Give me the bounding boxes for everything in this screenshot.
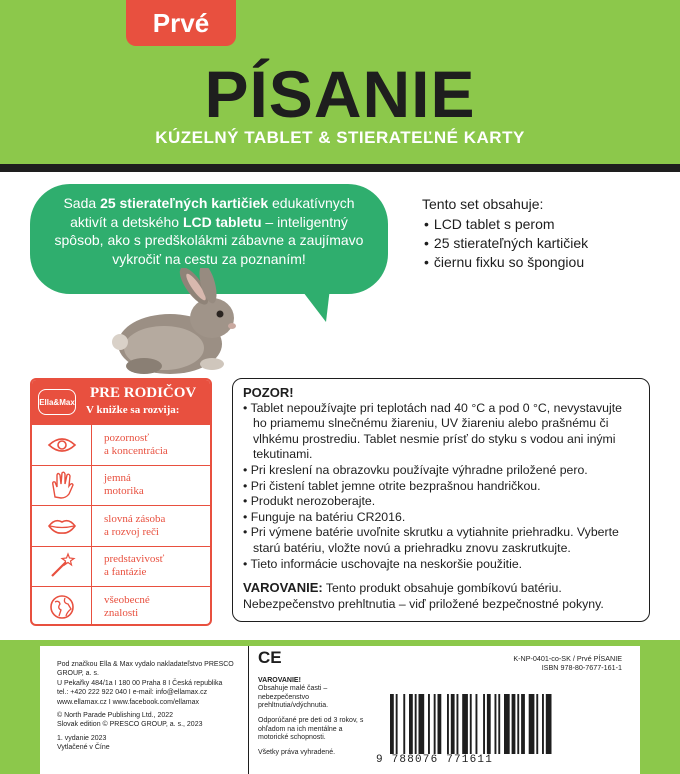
globe-icon (49, 594, 75, 620)
ce-mark: CE (258, 648, 282, 667)
for-parents-header (32, 380, 210, 424)
book-subtitle: KÚZELNÝ TABLET & STIERATEĽNÉ KARTY (155, 128, 525, 147)
product-codes: K-NP-0401-co-SK / Prvé PÍSANIE ISBN 978-80-7677-161-1 (513, 654, 622, 672)
speech-bubble-tail (300, 288, 330, 322)
list-item: • 25 stierateľných kartičiek (424, 234, 588, 253)
list-item: • LCD tablet s perom (424, 215, 588, 234)
barcode-number: 9 788076 771611 (376, 754, 494, 766)
warning-box (232, 378, 650, 622)
warning-title: POZOR! (243, 385, 294, 400)
for-parents-panel (30, 378, 212, 626)
series-badge: Prvé (126, 0, 236, 46)
for-parents-title: PRE RODIČOV (90, 385, 197, 401)
battery-warning: VAROVANIE: Tento produkt obsahuje gombíkovú batériu. Nebezpečenstvo prehltnutia – viď priložené bezpečnostné pokyny. (243, 580, 604, 611)
copyright: © North Parade Publishing Ltd., 2022 Slovak edition © PRESCO GROUP, a. s., 2023 (57, 712, 203, 729)
skill-row: pozornosť a koncentrácia (32, 424, 210, 465)
list-item: • Produkt nerozoberajte. (243, 494, 639, 510)
edition: 1. vydanie 2023 Vytlačené v Číne (57, 734, 110, 752)
lips-icon (47, 517, 77, 535)
list-item: • Tablet nepoužívajte pri teplotách nad 40 °C a pod 0 °C, nevystavujte ho priamemu slnečnému žiareniu, UV žiareniu alebo prašnému či vlhkému prostrediu. Tablet nesmie prísť do styku s vodou ani inými tekutinami. (243, 401, 639, 463)
list-item: • Funguje na batériu CR2016. (243, 510, 639, 526)
skill-row: slovná zásoba a rozvoj reči (32, 505, 210, 546)
hand-icon (49, 471, 75, 499)
set-contents-list (424, 215, 588, 272)
header-divider (0, 164, 680, 172)
book-title: PÍSANIE (204, 57, 476, 131)
set-contents-title: Tento set obsahuje: (422, 196, 544, 212)
safety-info: CE VAROVANIE! Obsahuje malé časti – nebezpečenstvo prehltnutia/vdýchnutia. Odporúčané pre deti od 3 rokov, s ohľadom na ich mentálne a motorické schopnosti. Všetky práva vyhradené. (258, 654, 368, 763)
list-item: • čiernu fixku so špongiou (424, 253, 588, 272)
ella-max-logo: Ella&Max (38, 389, 76, 415)
imprint-divider (248, 646, 249, 774)
rabbit-illustration (108, 268, 248, 380)
publisher-info: Pod značkou Ella & Max vydalo nakladateľstvo PRESCO GROUP, a. s. U Pekařky 484/1a I 180 00 Praha 8 I Česká republika tel.: +420 222 922 040 I e-mail: info@ellamax.cz www.ellamax.cz I www.facebook.com/ellamax © North Parade Publishing Ltd., 2022 Slovak edition © PRESCO GROUP, a. s., 2023 1. vydanie 2023 Vytlačené v Číne (57, 660, 247, 757)
list-item: • Tieto informácie uschovajte na neskoršie použitie. (243, 557, 639, 573)
list-item: • Pri kreslení na obrazovku používajte výhradne priložené pero. (243, 463, 639, 479)
list-item: • Pri výmene batérie uvoľnite skrutku a vytiahnite priehradku. Vyberte starú batériu, vložte novú a priehradku znovu zaskrutkujte. (243, 525, 639, 556)
skill-row: jemná motorika (32, 465, 210, 506)
eye-icon (47, 435, 77, 455)
intro-speech-bubble: Sada 25 stierateľných kartičiek edukatívnych aktivít a detského LCD tabletu – inteligentný spôsob, ako s predškolákmi zábavne a zaujímavo vykročiť na cestu za poznaním! (30, 184, 388, 294)
magic-wand-icon (48, 552, 76, 580)
skill-row: všeobecné znalosti (32, 586, 210, 626)
barcode (384, 694, 624, 760)
warning-list (243, 401, 639, 573)
skill-row: predstavivosť a fantázie (32, 546, 210, 587)
for-parents-subtitle: V knižke sa rozvija: (86, 404, 180, 416)
list-item: • Pri čistení tablet jemne otrite bezprašnou handričkou. (243, 479, 639, 495)
